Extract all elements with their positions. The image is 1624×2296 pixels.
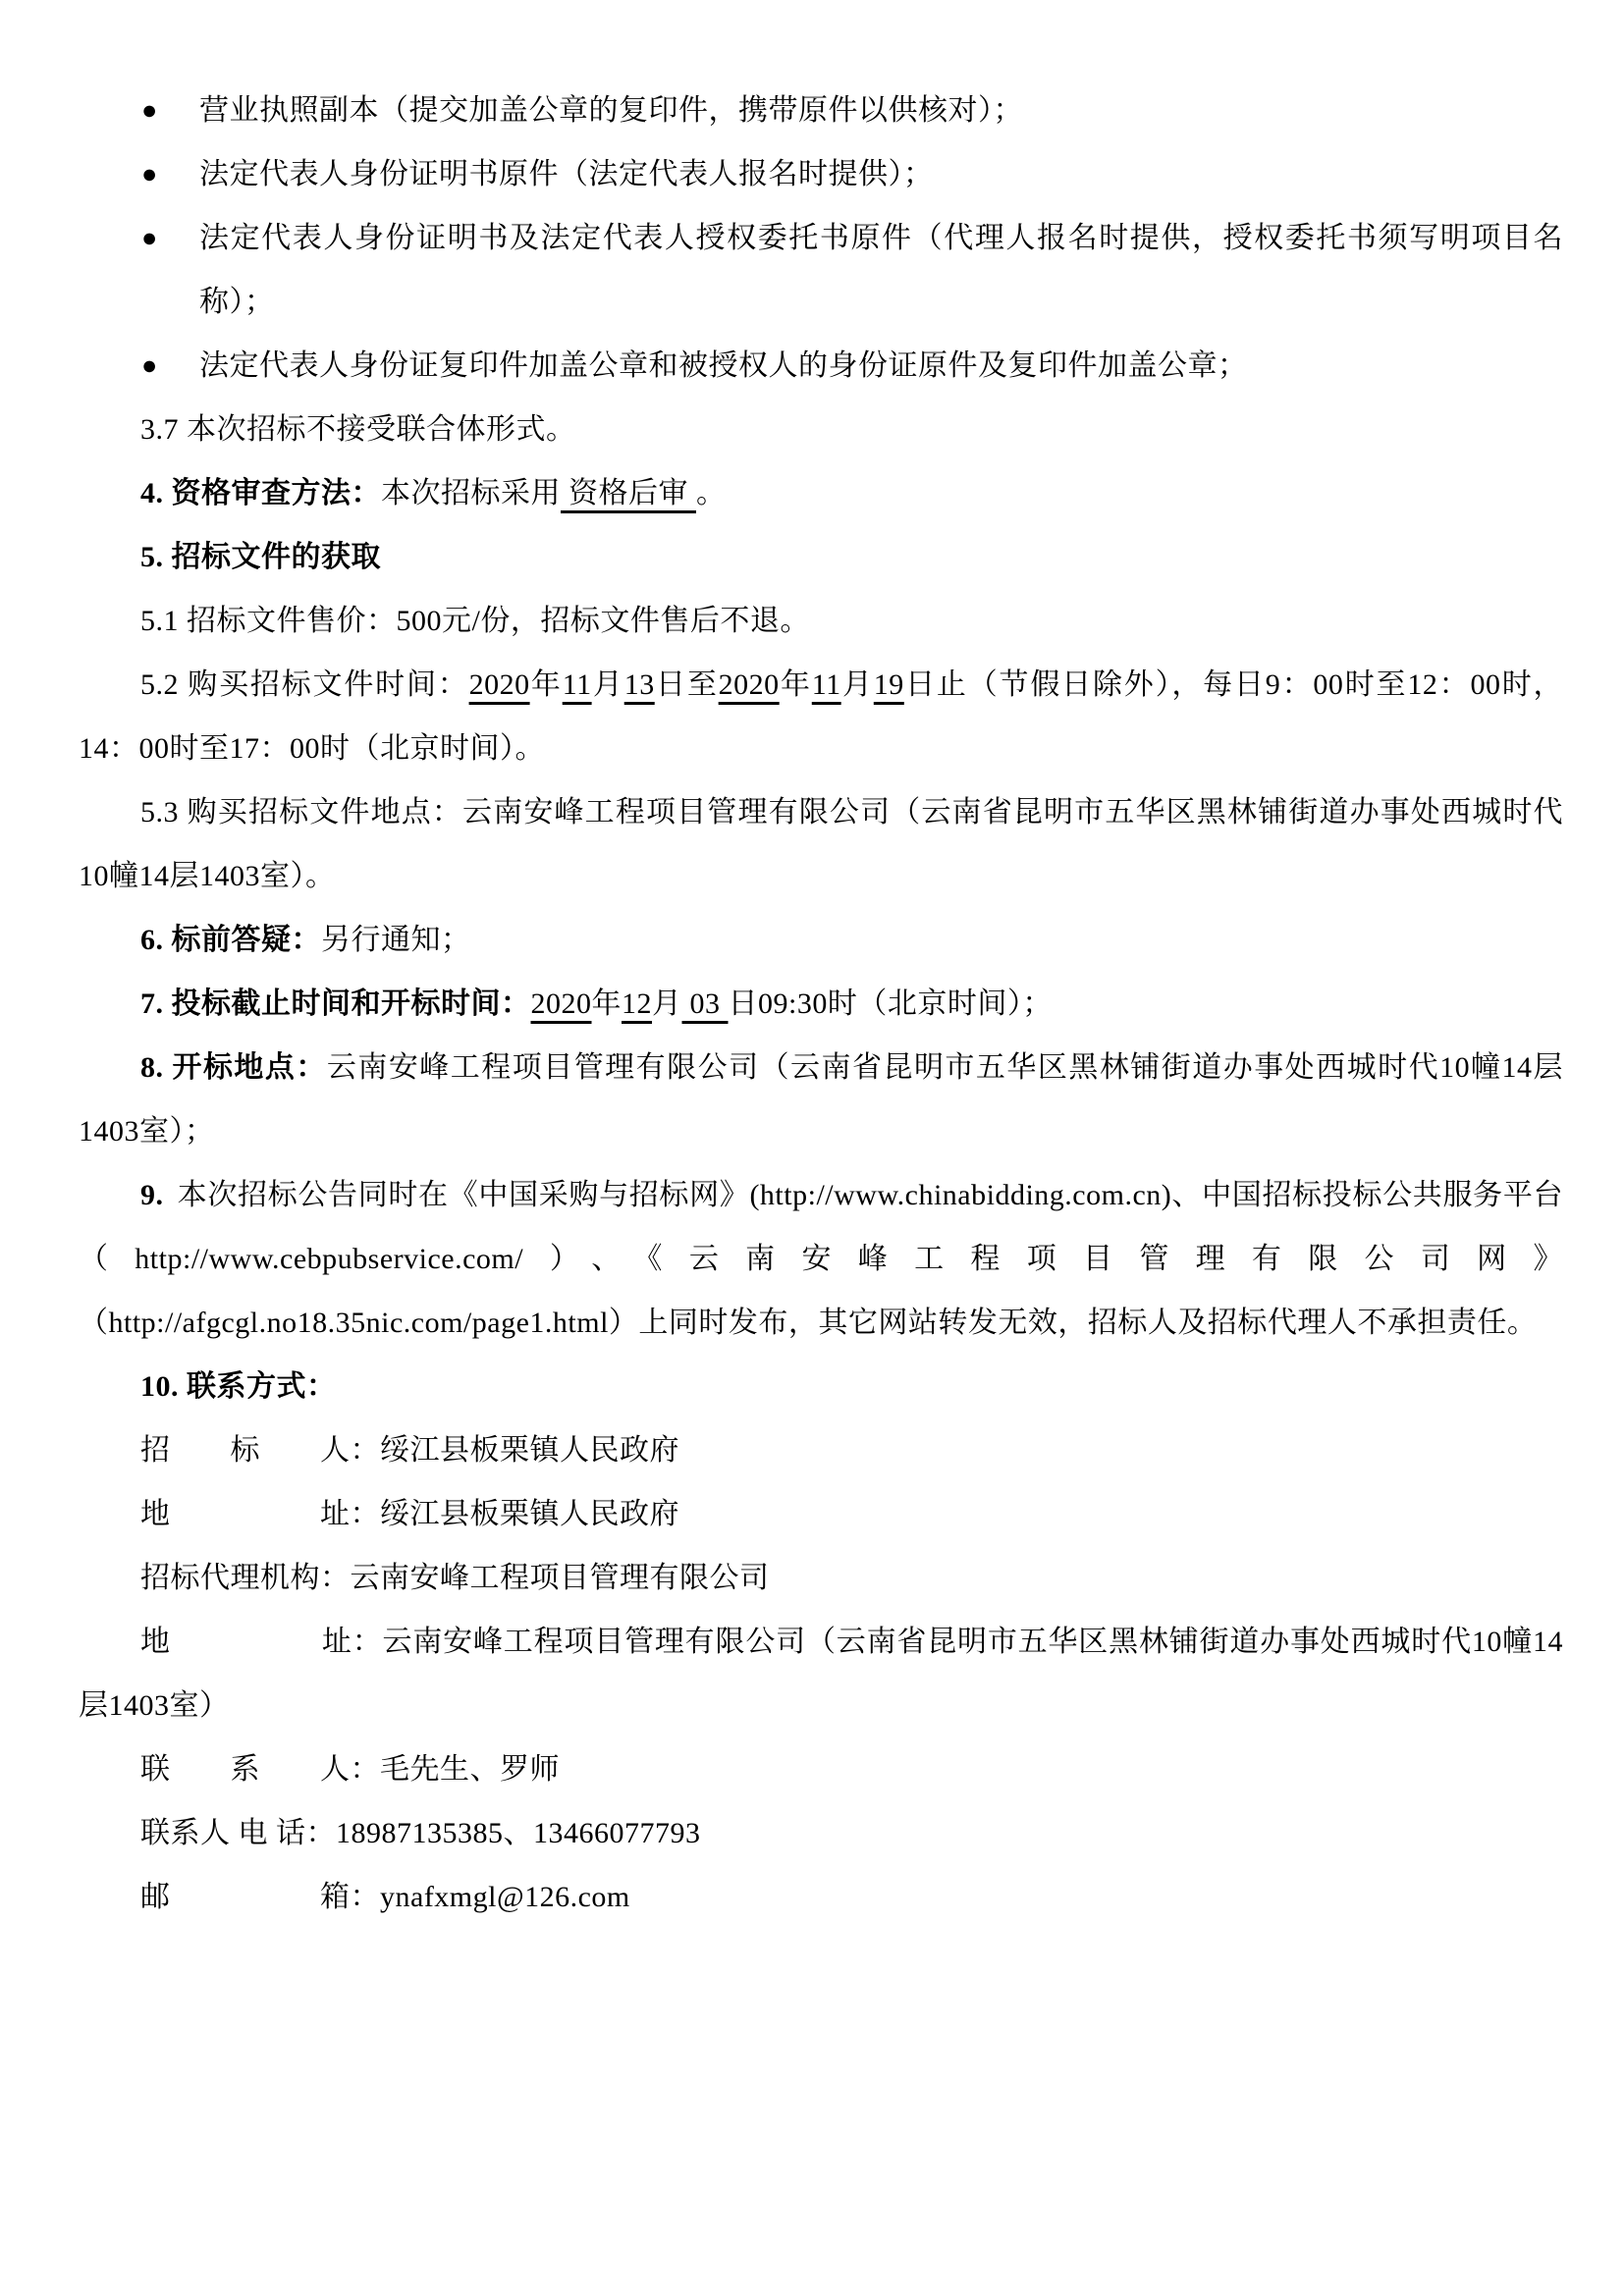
contact-label: 招标代理机构： <box>140 1562 351 1594</box>
bullet-text: 法定代表人身份证明书及法定代表人授权委托书原件（代理人报名时提供，授权委托书须写明项目名称）； <box>199 222 1563 318</box>
underlined-day: 19 <box>873 668 904 701</box>
clause-4-qualification-review <box>79 461 1563 525</box>
clause-text: 日09:30时（北京时间）； <box>728 988 1053 1020</box>
contact-value: 绥江县板栗镇人民政府 <box>380 1498 679 1530</box>
contact-value: 云南安峰工程项目管理有限公司（云南省昆明市五华区黑林铺街道办事处西城时代10幢14层1403室） <box>79 1626 1564 1722</box>
clause-text: 另行通知； <box>321 924 471 956</box>
clause-text: 5.1 招标文件售价：500元/份，招标文件售后不退。 <box>140 605 810 637</box>
clause-5-3-purchase-place <box>79 780 1563 908</box>
clause-label: 8. 开标地点： <box>140 1051 327 1084</box>
clause-label: 10. 联系方式： <box>140 1370 337 1403</box>
underlined-day: 13 <box>623 668 655 701</box>
clause-text: 月 <box>591 668 624 701</box>
underlined-qualification-method: 资格后审 <box>561 477 696 509</box>
contact-row-agency-address <box>79 1610 1563 1737</box>
contact-value: 绥江县板栗镇人民政府 <box>380 1434 679 1467</box>
bullet-text: 营业执照副本（提交加盖公章的复印件，携带原件以供核对）； <box>199 94 1023 127</box>
underlined-month: 11 <box>562 668 592 701</box>
contact-value: 18987135385、13466077793 <box>336 1817 701 1849</box>
clause-label: 9. <box>140 1179 164 1211</box>
clause-9-announcement-media <box>79 1163 1563 1355</box>
underlined-day: 03 <box>681 988 729 1020</box>
clause-text: 年 <box>591 988 622 1020</box>
contact-value: 毛先生、罗师 <box>380 1753 560 1786</box>
contact-row-email <box>79 1865 1563 1929</box>
clause-6-pre-bid-qa <box>79 908 1563 972</box>
clause-label: 5. 招标文件的获取 <box>140 541 381 573</box>
clause-text: 日止（节假日除外），每日9：00时至12：00时，14：00时至17：00时（北京时间）。 <box>79 668 1564 765</box>
clause-label: 4. 资格审查方法： <box>140 477 381 509</box>
clause-7-bid-deadline-opening-time <box>79 972 1563 1036</box>
clause-10-contact-heading <box>79 1355 1563 1418</box>
bullet-icon: ● <box>141 95 158 125</box>
clause-text: 月 <box>652 988 682 1020</box>
contact-label: 联 系 人： <box>140 1753 380 1786</box>
bullet-text: 法定代表人身份证复印件加盖公章和被授权人的身份证原件及复印件加盖公章； <box>199 349 1248 382</box>
contact-row-tenderer-address <box>79 1482 1563 1546</box>
contact-row-phone <box>79 1801 1563 1865</box>
clause-text: 本次招标采用 <box>381 477 561 509</box>
clause-label: 7. 投标截止时间和开标时间： <box>140 988 531 1020</box>
bullet-icon: ● <box>141 350 158 380</box>
document-body <box>79 79 1563 1929</box>
clause-label: 5.2 购买招标文件时间： <box>140 668 469 701</box>
contact-label: 招 标 人： <box>140 1434 380 1467</box>
bullet-item-id-copies <box>79 334 1563 398</box>
bullet-icon: ● <box>141 223 158 252</box>
clause-5-2-purchase-time <box>79 653 1563 780</box>
underlined-month: 11 <box>811 668 841 701</box>
contact-value: 云南安峰工程项目管理有限公司 <box>350 1562 770 1594</box>
clause-text: 5.3 购买招标文件地点：云南安峰工程项目管理有限公司（云南省昆明市五华区黑林铺街道办事处西城时代10幢14层1403室）。 <box>79 796 1563 892</box>
contact-label: 地 址： <box>140 1626 383 1658</box>
contact-value: ynafxmgl@126.com <box>380 1881 630 1913</box>
bullet-item-business-license <box>79 79 1563 142</box>
clause-text: 月 <box>840 668 874 701</box>
clause-5-document-acquisition-heading <box>79 525 1563 589</box>
clause-text: 云南安峰工程项目管理有限公司（云南省昆明市五华区黑林铺街道办事处西城时代10幢14层1403室）； <box>79 1051 1564 1148</box>
clause-text: 年 <box>779 668 812 701</box>
contact-label: 邮 箱： <box>140 1881 380 1913</box>
clause-label: 6. 标前答疑： <box>140 924 321 956</box>
clause-3-7-no-consortium <box>79 398 1563 461</box>
contact-label: 地 址： <box>140 1498 380 1530</box>
bullet-item-legal-rep-certificate <box>79 142 1563 206</box>
contact-row-contact-person <box>79 1737 1563 1801</box>
underlined-year: 2020 <box>718 668 780 701</box>
underlined-year: 2020 <box>468 668 530 701</box>
bullet-item-authorization-letter <box>79 206 1563 334</box>
underlined-year: 2020 <box>530 988 592 1020</box>
clause-8-bid-opening-place <box>79 1036 1563 1163</box>
clause-text: 本次招标公告同时在《中国采购与招标网》(http://www.chinabidding.com.cn)、中国招标投标公共服务平台（http://www.cebpubservice.com/）、《云南安峰工程项目管理有限公司网》（http://afgcgl.no18.35nic.com/page1.html）上同时发布，其它网站转发无效，招标人及招标代理人不承担责任。 <box>79 1179 1563 1339</box>
contact-label: 联系人 电 话： <box>140 1817 336 1849</box>
clause-text: 。 <box>696 477 727 509</box>
bullet-icon: ● <box>141 159 158 188</box>
underlined-month: 12 <box>622 988 652 1020</box>
clause-text: 日至 <box>654 668 719 701</box>
contact-row-agency <box>79 1546 1563 1610</box>
clause-text: 3.7 本次招标不接受联合体形式。 <box>140 413 576 446</box>
clause-5-1-document-price <box>79 589 1563 653</box>
bullet-text: 法定代表人身份证明书原件（法定代表人报名时提供）； <box>199 158 934 190</box>
clause-text: 年 <box>529 668 563 701</box>
contact-row-tenderer <box>79 1418 1563 1482</box>
